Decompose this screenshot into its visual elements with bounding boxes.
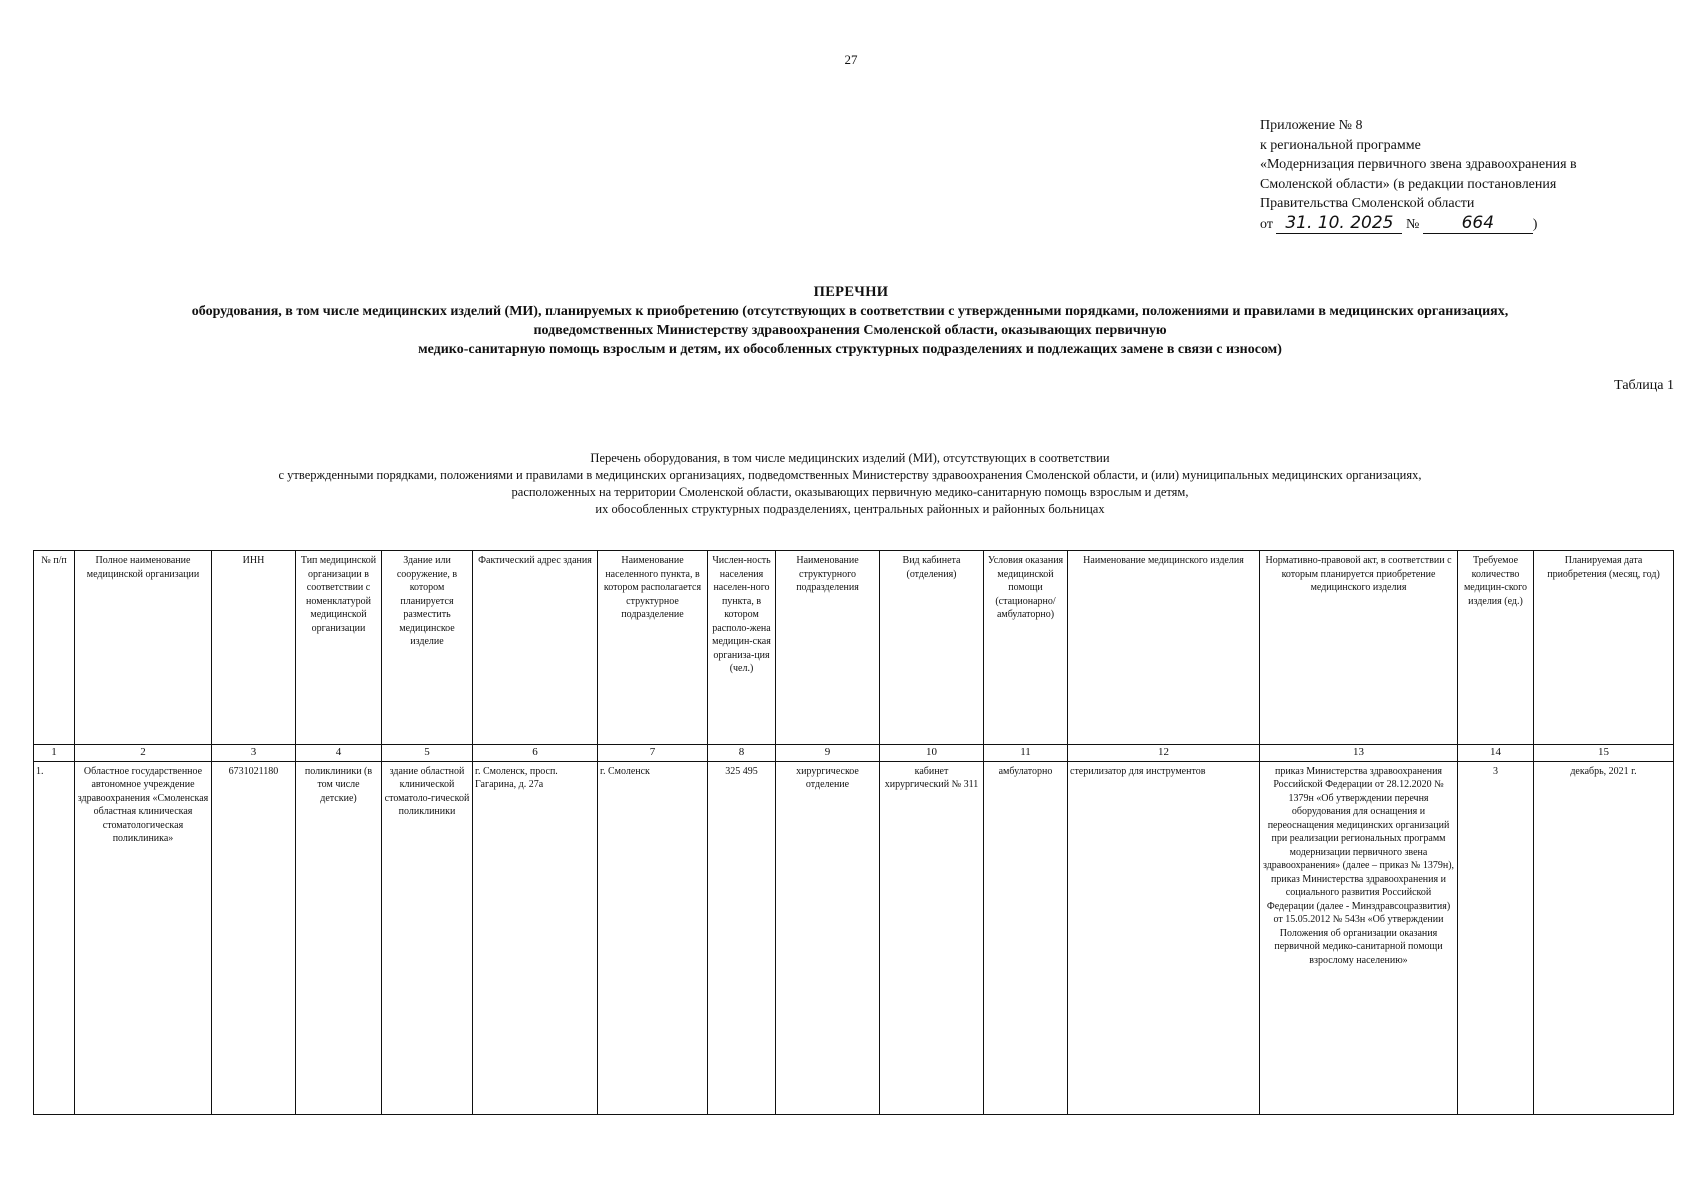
header-cell: Наименование структурного подразделения [776,551,880,745]
appendix-line: Смоленской области» (в редакции постановления [1260,176,1557,192]
header-cell: Вид кабинета (отделения) [880,551,984,745]
subtitle-line: оборудования, в том числе медицинских изделий (МИ), планируемых к приобретению (отсутствующих в соответствии с утвержденными порядками, положениями и правилами в медицинских организациях, [191,304,1509,319]
subtitle-line: подведомственных Министерству здравоохранения Смоленской области, оказывающих первичную [533,323,1167,338]
header-cell: Тип медицинской организации в соответствии с номенклатурой медицинской организации [296,551,382,745]
column-number: 13 [1260,745,1458,762]
header-cell: Нормативно-правовой акт, в соответствии с которым планируется приобретение медицинского изделия [1260,551,1458,745]
subtitle-line: медико-санитарную помощь взрослым и детям, их обособленных структурных подразделениях и подлежащих замене в связи с износом) [418,342,1282,357]
column-number: 7 [598,745,708,762]
column-number: 5 [382,745,473,762]
caption-line: с утвержденными порядками, положениями и правилами в медицинских организациях, подведомственных Министерству здравоохранения Смоленской области, и (или) муниципальных медицинских организациях, [278,468,1422,482]
column-number: 10 [880,745,984,762]
cell-org-name: Областное государственное автономное учреждение здравоохранения «Смоленская областная клиническая стоматологическая поликлиника» [75,761,212,1115]
cell-cabinet: кабинет хирургический № 311 [880,761,984,1115]
header-cell: ИНН [212,551,296,745]
cell-building: здание областной клинической стоматоло-гической поликлиники [382,761,473,1115]
column-number: 2 [75,745,212,762]
table-caption [150,450,1550,518]
document-subtitle [70,302,1630,359]
appendix-date-line [1260,214,1700,235]
cell-legal-act: приказ Министерства здравоохранения Российской Федерации от 28.12.2020 № 1379н «Об утверждении перечня оборудования для оснащения и переоснащения медицинских организаций при реализации региональных программ модернизации первичного звена здравоохранения» (далее – приказ № 1379н), приказ Министерства здравоохранения и социального развития Российской Федерации (далее - Минздравсоцразвития) от 15.05.2012 № 543н «Об утверждении Положения об организации оказания первичной медико-санитарной помощи взрослому населению» [1260,761,1458,1115]
header-cell: Наименование медицинского изделия [1068,551,1260,745]
cell-division: хирургическое отделение [776,761,880,1115]
cell-device: стерилизатор для инструментов [1068,761,1260,1115]
header-cell: Требуемое количество медицин-ского изделия (ед.) [1458,551,1534,745]
header-cell: Планируемая дата приобретения (месяц, год) [1534,551,1674,745]
header-cell: Здание или сооружение, в котором планируется разместить медицинское изделие [382,551,473,745]
column-number: 6 [473,745,598,762]
caption-line: их обособленных структурных подразделениях, центральных районных и районных больницах [595,502,1105,516]
header-cell: № п/п [34,551,75,745]
table-label: Таблица 1 [1614,378,1674,393]
cell-num: 1. [34,761,75,1115]
column-number-row [34,745,1674,762]
header-cell: Полное наименование медицинской организации [75,551,212,745]
cell-locality: г. Смоленск [598,761,708,1115]
handwritten-number: 664 [1423,214,1533,235]
column-number: 1 [34,745,75,762]
equipment-table [33,550,1674,1115]
column-number: 11 [984,745,1068,762]
cell-org-type: поликлиники (в том числе детские) [296,761,382,1115]
appendix-block [1260,116,1700,234]
appendix-line: «Модернизация первичного звена здравоохранения в [1260,157,1577,172]
cell-address: г. Смоленск, просп. Гагарина, д. 27а [473,761,598,1115]
handwritten-date: 31. 10. 2025 [1276,214,1402,235]
appendix-line: к региональной программе [1260,137,1421,153]
number-label: № [1405,216,1420,232]
closing-paren: ) [1532,216,1538,232]
cell-date: декабрь, 2021 г. [1534,761,1674,1115]
caption-line: Перечень оборудования, в том числе медицинских изделий (МИ), отсутствующих в соответствии [590,451,1110,465]
header-cell: Фактический адрес здания [473,551,598,745]
header-cell: Наименование населенного пункта, в котором располагается структурное подразделение [598,551,708,745]
header-cell: Числен-ность населения населен-ного пункта, в котором располо-жена медицин-ская организа-ция (чел.) [708,551,776,745]
cell-population: 325 495 [708,761,776,1115]
column-number: 8 [708,745,776,762]
column-number: 12 [1068,745,1260,762]
table-row [34,761,1674,1115]
from-label: от [1260,216,1273,232]
caption-line: расположенных на территории Смоленской области, оказывающих первичную медико-санитарную помощь взрослым и детям, [511,485,1189,499]
column-number: 15 [1534,745,1674,762]
cell-inn: 6731021180 [212,761,296,1115]
appendix-line: Правительства Смоленской области [1260,196,1475,211]
column-number: 14 [1458,745,1534,762]
column-number: 3 [212,745,296,762]
column-number: 4 [296,745,382,762]
table-header-row [34,551,1674,745]
header-cell: Условия оказания медицинской помощи (стационарно/ амбулаторно) [984,551,1068,745]
column-number: 9 [776,745,880,762]
document-title: ПЕРЕЧНИ [813,284,889,300]
page-number: 27 [844,52,858,67]
cell-quantity: 3 [1458,761,1534,1115]
cell-conditions: амбулаторно [984,761,1068,1115]
appendix-line: Приложение № 8 [1260,118,1363,133]
